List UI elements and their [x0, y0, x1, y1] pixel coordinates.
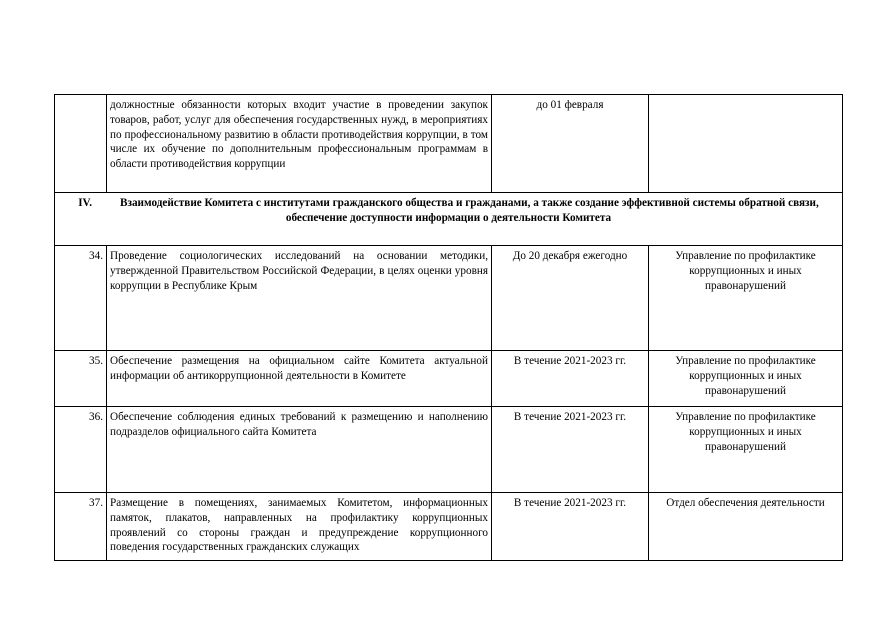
table-row — [55, 246, 843, 351]
row-number — [55, 95, 107, 193]
table-row — [55, 493, 843, 561]
section-row — [55, 193, 843, 246]
action-plan-table — [54, 94, 843, 561]
term-cell: В течение 2021-2023 гг. — [492, 351, 649, 407]
term-cell: В течение 2021-2023 гг. — [492, 493, 649, 561]
responsible-cell: Отдел обеспечения деятельности — [649, 493, 843, 561]
term-cell: до 01 февраля — [492, 95, 649, 193]
measure-text: Обеспечение размещения на официальном сайте Комитета актуальной информации об антикоррупционной деятельности в Комитете — [107, 351, 492, 407]
row-number: 37. — [55, 493, 107, 561]
term-cell: До 20 декабря ежегодно — [492, 246, 649, 351]
table-row — [55, 95, 843, 193]
row-number: 36. — [55, 407, 107, 493]
measure-text: Проведение социологических исследований на основании методики, утвержденной Правительством Российской Федерации, в целях оценки уровня коррупции в Республике Крым — [107, 246, 492, 351]
measure-text: Размещение в помещениях, занимаемых Комитетом, информационных памяток, плакатов, направленных на профилактику коррупционных проявлений со стороны граждан и предупреждение коррупционного поведения государственных гражданских служащих — [107, 493, 492, 561]
table-row — [55, 407, 843, 493]
row-number: 35. — [55, 351, 107, 407]
responsible-cell: Управление по профилактике коррупционных и иных правонарушений — [649, 246, 843, 351]
section-heading — [55, 193, 843, 246]
table-row — [55, 351, 843, 407]
row-number: 34. — [55, 246, 107, 351]
section-title: Взаимодействие Комитета с институтами гражданского общества и гражданами, а также создание эффективной системы обратной связи, обеспечение доступности информации о деятельности Комитета — [120, 197, 819, 224]
responsible-cell: Управление по профилактике коррупционных и иных правонарушений — [649, 407, 843, 493]
measure-text: должностные обязанности которых входит участие в проведении закупок товаров, работ, услуг для обеспечения государственных нужд, в мероприятиях по профессиональному развитию в области противодействия коррупции, в том числе их обучение по дополнительным профессиональным программам в области противодействия коррупции — [107, 95, 492, 193]
section-number: IV. — [78, 197, 92, 209]
responsible-cell: Управление по профилактике коррупционных и иных правонарушений — [649, 351, 843, 407]
term-cell: В течение 2021-2023 гг. — [492, 407, 649, 493]
measure-text: Обеспечение соблюдения единых требований к размещению и наполнению подразделов официального сайта Комитета — [107, 407, 492, 493]
responsible-cell — [649, 95, 843, 193]
